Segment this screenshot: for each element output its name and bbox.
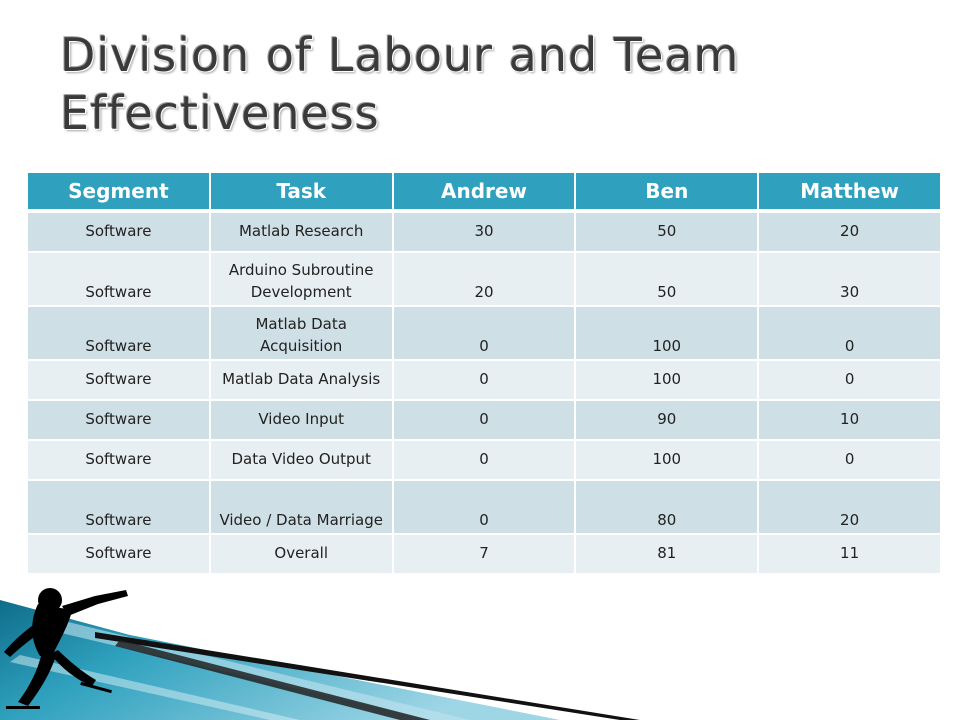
- cell-segment: Software: [28, 253, 209, 305]
- cell-andrew: 0: [394, 481, 575, 533]
- cell-andrew: 0: [394, 307, 575, 359]
- cell-segment: Software: [28, 307, 209, 359]
- cell-matthew: 30: [759, 253, 940, 305]
- labour-table: [26, 171, 942, 575]
- cell-andrew: 20: [394, 253, 575, 305]
- cell-segment: Software: [28, 441, 209, 479]
- cell-matthew: 11: [759, 535, 940, 573]
- column-header-segment: Segment: [28, 173, 209, 211]
- cell-ben: 100: [576, 361, 757, 399]
- table-row: [28, 481, 940, 533]
- cell-matthew: 0: [759, 361, 940, 399]
- cell-matthew: 0: [759, 441, 940, 479]
- cell-segment: Software: [28, 213, 209, 251]
- table-row: [28, 441, 940, 479]
- cell-andrew: 7: [394, 535, 575, 573]
- cell-ben: 50: [576, 253, 757, 305]
- cell-task: Video / Data Marriage: [211, 481, 392, 533]
- cell-segment: Software: [28, 481, 209, 533]
- table-row: [28, 361, 940, 399]
- cell-task: Video Input: [211, 401, 392, 439]
- cell-andrew: 0: [394, 441, 575, 479]
- cell-ben: 100: [576, 441, 757, 479]
- cell-segment: Software: [28, 535, 209, 573]
- cell-segment: Software: [28, 401, 209, 439]
- column-header-matthew: Matthew: [759, 173, 940, 211]
- table-row: [28, 213, 940, 251]
- cell-ben: 80: [576, 481, 757, 533]
- table-row: [28, 253, 940, 305]
- cell-ben: 50: [576, 213, 757, 251]
- cell-andrew: 0: [394, 401, 575, 439]
- cell-matthew: 10: [759, 401, 940, 439]
- cell-task: Matlab Data Acquisition: [211, 307, 392, 359]
- blue-band-shape: [0, 600, 560, 720]
- cell-andrew: 0: [394, 361, 575, 399]
- column-header-andrew: Andrew: [394, 173, 575, 211]
- table-row: [28, 401, 940, 439]
- decorative-skater-banner: [0, 560, 960, 720]
- cell-task: Overall: [211, 535, 392, 573]
- cell-task: Matlab Data Analysis: [211, 361, 392, 399]
- column-header-ben: Ben: [576, 173, 757, 211]
- cell-ben: 90: [576, 401, 757, 439]
- table-header-row: [28, 173, 940, 211]
- cell-matthew: 20: [759, 213, 940, 251]
- cell-segment: Software: [28, 361, 209, 399]
- column-header-task: Task: [211, 173, 392, 211]
- cell-task: Data Video Output: [211, 441, 392, 479]
- table-row: [28, 307, 940, 359]
- cell-ben: 100: [576, 307, 757, 359]
- page-title: Division of Labour and Team Effectiveness: [60, 28, 740, 140]
- cell-ben: 81: [576, 535, 757, 573]
- cell-matthew: 0: [759, 307, 940, 359]
- cell-task: Arduino Subroutine Development: [211, 253, 392, 305]
- cell-task: Matlab Research: [211, 213, 392, 251]
- cell-andrew: 30: [394, 213, 575, 251]
- cell-matthew: 20: [759, 481, 940, 533]
